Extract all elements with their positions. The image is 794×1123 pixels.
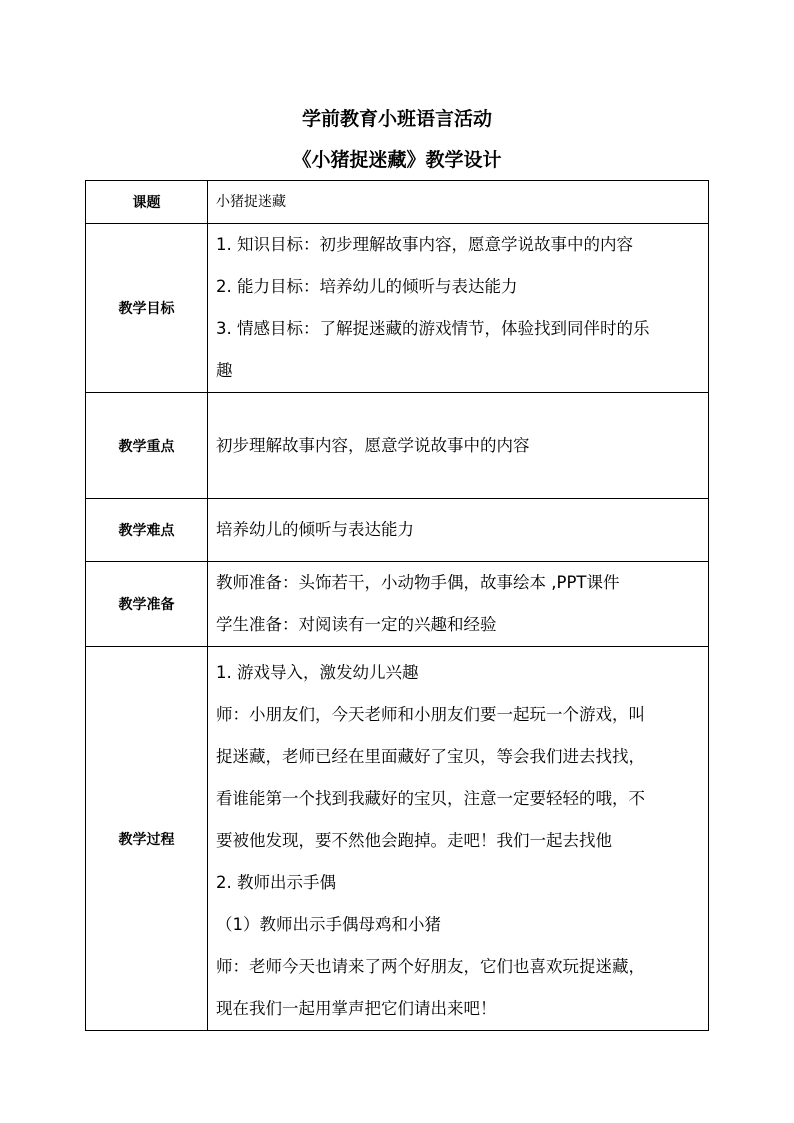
- preparation-line: 学生准备：对阅读有一定的兴趣和经验: [216, 615, 497, 634]
- process-line: 捉迷藏，老师已经在里面藏好了宝贝，等会我们进去找找，: [216, 747, 645, 766]
- process-line: 师：小朋友们，今天老师和小朋友们要一起玩一个游戏，叫: [216, 705, 645, 724]
- objective-line: 1. 知识目标：初步理解故事内容，愿意学说故事中的内容: [216, 235, 633, 254]
- process-line: 看谁能第一个找到我藏好的宝贝，注意一定要轻轻的哦，不: [216, 789, 645, 808]
- row-topic: [86, 181, 709, 224]
- objectives-content: [208, 224, 709, 393]
- preparation-line: 教师准备：头饰若干，小动物手偶，故事绘本 ,PPT课件: [216, 573, 620, 592]
- row-preparation: [86, 562, 709, 647]
- document-title: 学前教育小班语言活动: [301, 108, 492, 130]
- difficulties-label: 教学难点: [86, 499, 208, 562]
- document-subtitle: 《小猪捉迷藏》教学设计: [292, 149, 502, 171]
- objective-line: 趣: [216, 361, 233, 380]
- process-line: 现在我们一起用掌声把它们请出来吧！: [216, 999, 497, 1018]
- preparation-content: [208, 562, 709, 647]
- process-label: 教学过程: [86, 647, 208, 1031]
- objective-line: 3. 情感目标：了解捉迷藏的游戏情节，体验找到同伴时的乐: [216, 319, 650, 338]
- preparation-label: 教学准备: [86, 562, 208, 647]
- key-points-value: 初步理解故事内容，愿意学说故事中的内容: [208, 393, 709, 499]
- process-line: 2. 教师出示手偶: [216, 873, 336, 892]
- process-line: （1）教师出示手偶母鸡和小猪: [216, 915, 441, 934]
- process-line: 要被他发现，要不然他会跑掉。走吧！我们一起去找他: [216, 831, 612, 850]
- process-content: [208, 647, 709, 1031]
- row-key-points: [86, 393, 709, 499]
- difficulties-value: 培养幼儿的倾听与表达能力: [208, 499, 709, 562]
- objective-line: 2. 能力目标：培养幼儿的倾听与表达能力: [216, 277, 518, 296]
- row-process: [86, 647, 709, 1031]
- process-line: 师：老师今天也请来了两个好朋友，它们也喜欢玩捉迷藏，: [216, 957, 645, 976]
- row-objectives: [86, 224, 709, 393]
- topic-label: 课题: [86, 181, 208, 224]
- objectives-label: 教学目标: [86, 224, 208, 393]
- topic-value: 小猪捉迷藏: [208, 181, 709, 224]
- process-line: 1. 游戏导入，激发幼儿兴趣: [216, 663, 419, 682]
- row-difficulties: [86, 499, 709, 562]
- key-points-label: 教学重点: [86, 393, 208, 499]
- lesson-plan-table: [85, 180, 709, 1031]
